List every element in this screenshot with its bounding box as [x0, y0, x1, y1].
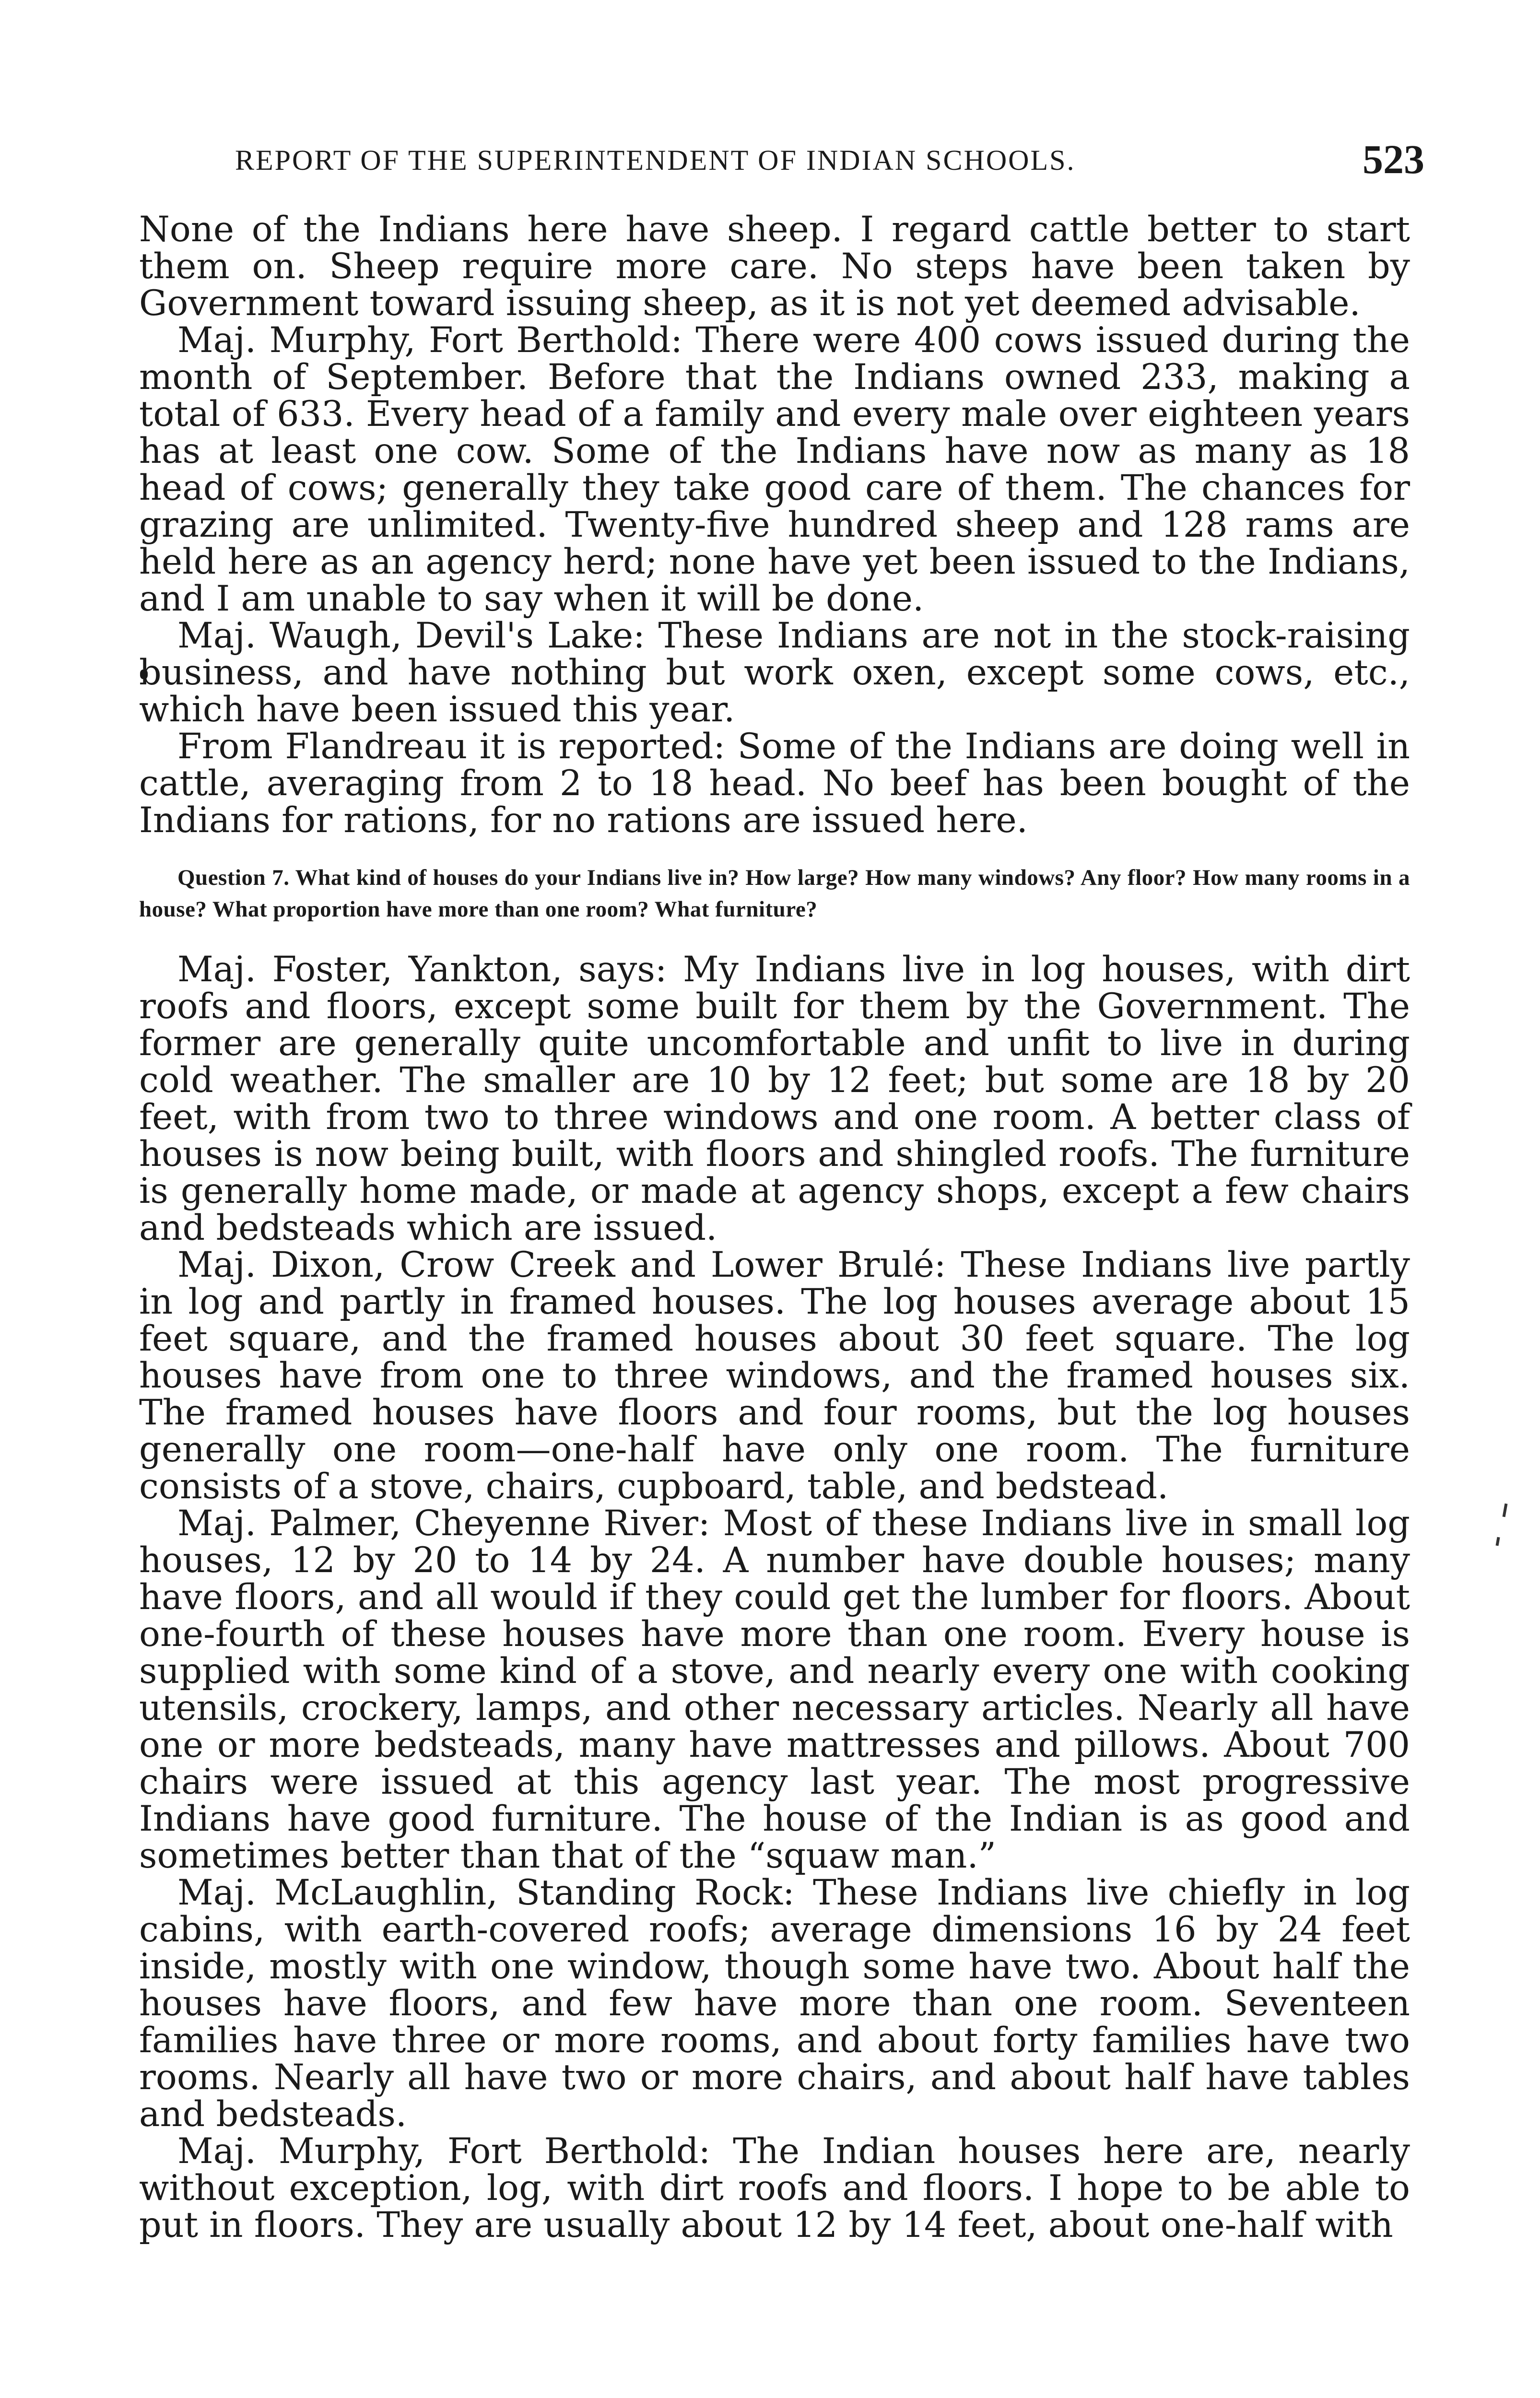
answer-paragraph: Maj. Murphy, Fort Berthold: The Indian houses here are, nearly without exception, log, with dirt roofs and floors. I hope to be able to put in floors. They are usually about 12 by 14 feet, about one-half with — [139, 2131, 1410, 2245]
margin-speck — [1503, 1504, 1508, 1517]
paragraph: Maj. Murphy, Fort Berthold: There were 400 cows issued during the month of September. Before that the Indians owned 233, making a total of 633. Every head of a family and every male over eighteen years has at least one cow. Some of the Indians have now as many as 18 head of cows; generally they take good care of them. The chances for grazing are unlimited. Twenty-five hundred sheep and 128 rams are held here as an agency herd; none have yet been issued to the Indians, and I am unable to say when it will be done. — [139, 320, 1410, 619]
paragraph: From Flandreau it is reported: Some of the Indians are doing well in cattle, averaging from 2 to 18 head. No beef has been bought of the Indians for rations, for no rations are issued here. — [139, 726, 1410, 841]
answer-paragraph: Maj. Foster, Yankton, says: My Indians live in log houses, with dirt roofs and floors, except some built for them by the Government. The former are generally quite uncomfortable and unfit to live in during cold weather. The smaller are 10 by 12 feet; but some are 18 by 20 feet, with from two to three windows and one room. A better class of houses is now being built, with floors and shingled roofs. The furniture is generally home made, or made at agency shops, except a few chairs and bedsteads which are issued. — [139, 949, 1410, 1248]
margin-speck — [1495, 1537, 1500, 1546]
answer-paragraph: Maj. McLaughlin, Standing Rock: These Indians live chiefly in log cabins, with earth-covered roofs; average dimensions 16 by 24 feet inside, mostly with one window, though some have two. About half the houses have floors, and few have more than one room. Seventeen families have three or more rooms, and about forty families have two rooms. Nearly all have two or more chairs, and about half have tables and bedsteads. — [139, 1872, 1410, 2135]
page-number: 523 — [1363, 136, 1424, 182]
document-body — [139, 211, 1410, 2244]
answer-paragraph: Maj. Dixon, Crow Creek and Lower Brulé: These Indians live partly in log and partly in framed houses. The log houses average about 15 feet square, and the framed houses about 30 feet square. The log houses have from one to three windows, and the framed houses six. The framed houses have floors and four rooms, but the log houses generally one room—one-half have only one room. The furniture consists of a stove, chairs, cupboard, table, and bedstead. — [139, 1245, 1410, 1507]
answer-paragraph: Maj. Palmer, Cheyenne River: Most of these Indians live in small log houses, 12 by 20 to 14 by 24. A number have double houses; many have floors, and all would if they could get the lumber for floors. About one-fourth of these houses have more than one room. Every house is supplied with some kind of a stove, and nearly every one with cooking utensils, crockery, lamps, and other necessary articles. Nearly all have one or more bedsteads, many have mattresses and pillows. About 700 chairs were issued at this agency last year. The most progressive Indians have good furniture. The house of the Indian is as good and sometimes better than that of the “squaw man.” — [139, 1503, 1410, 1876]
header-title: REPORT OF THE SUPERINTENDENT OF INDIAN SCHOOLS. — [235, 144, 1076, 176]
paragraph: None of the Indians here have sheep. I regard cattle better to start them on. Sheep require more care. No steps have been taken by Government toward issuing sheep, as it is not yet deemed advisable. — [139, 209, 1410, 324]
question-heading: Question 7. What kind of houses do your Indians live in? How large? How many windows? Any floor? How many rooms in a house? What proportion have more than one room? What furniture? — [139, 865, 1410, 922]
paragraph: Maj. Waugh, Devil's Lake: These Indians are not in the stock-raising business, and have nothing but work oxen, except some cows, etc., which have been issued this year. — [139, 615, 1410, 730]
running-header — [235, 135, 1424, 188]
